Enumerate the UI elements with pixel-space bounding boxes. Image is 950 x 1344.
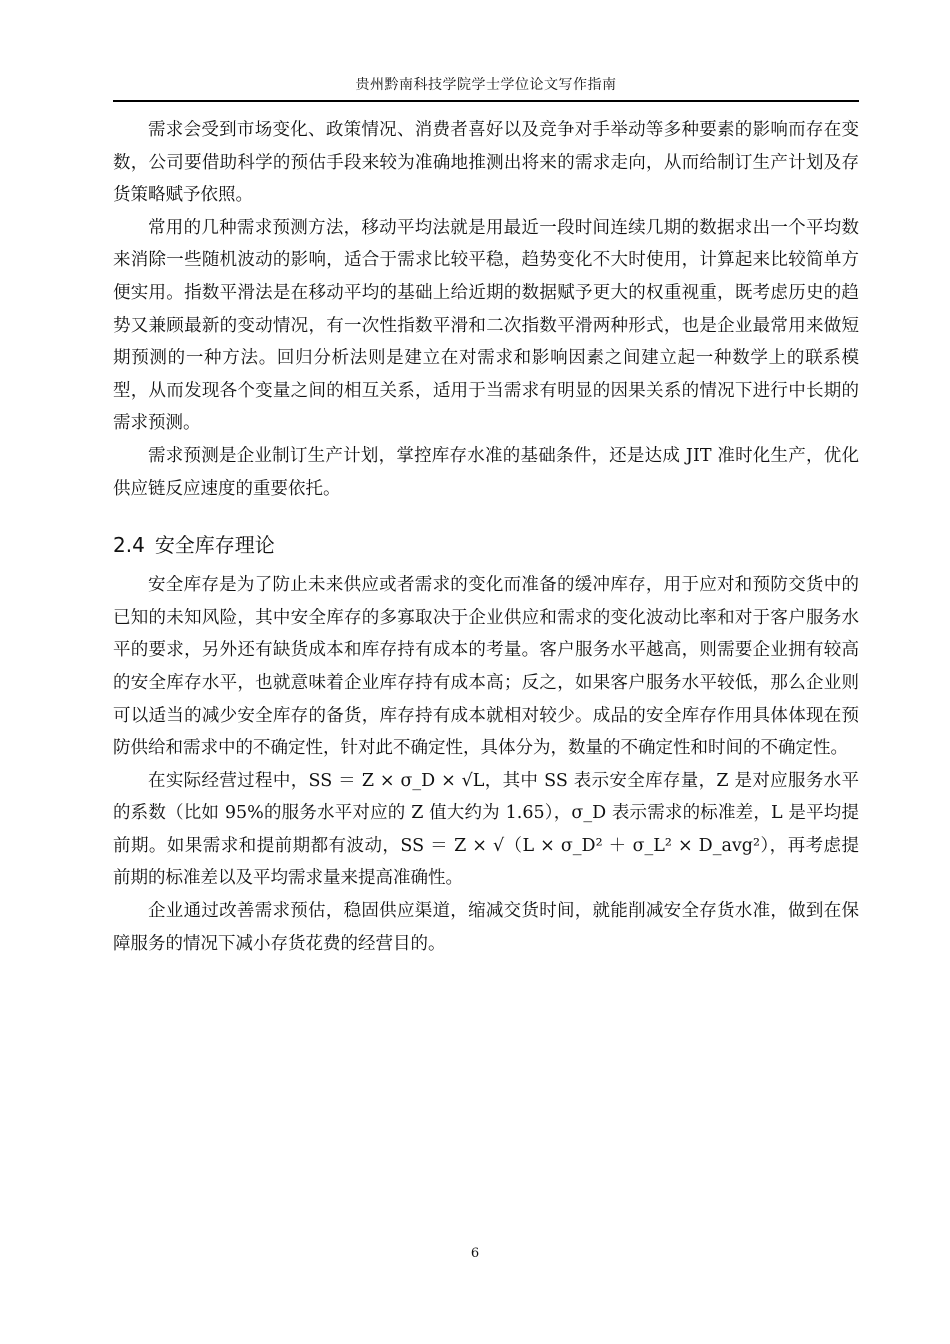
paragraph-forecast-methods: 常用的几种需求预测方法，移动平均法就是用最近一段时间连续几期的数据求出一个平均数来消除一些随机波动的影响，适合于需求比较平稳，趋势变化不大时使用，计算起来比较简单方便实用。指数平滑法是在移动平均的基础上给近期的数据赋予更大的权重视重，既考虑历史的趋势又兼顾最新的变动情况，有一次性指数平滑和二次指数平滑两种形式，也是企业最常用来做短期预测的一种方法。回归分析法则是建立在对需求和影响因素之间建立起一种数学上的联系模型，从而发现各个变量之间的相互关系，适用于当需求有明显的因果关系的情况下进行中长期的需求预测。 [113,217,859,434]
paragraph-safety-stock-conclusion: 企业通过改善需求预估，稳固供应渠道，缩减交货时间，就能削减安全存货水准，做到在保障服务的情况下减小存货花费的经营目的。 [113,901,859,954]
section-title: 安全库存理论 [154,533,275,558]
paragraph-safety-stock-definition: 安全库存是为了防止未来供应或者需求的变化而准备的缓冲库存，用于应对和预防交货中的已知的未知风险，其中安全库存的多寡取决于企业供应和需求的变化波动比率和对于客户服务水平的要求，另外还有缺货成本和库存持有成本的考量。客户服务水平越高，则需要企业拥有较高的安全库存水平，也就意味着企业库存持有成本高；反之，如果客户服务水平较低，那么企业则可以适当的减少安全库存的备货，库存持有成本就相对较少。成品的安全库存作用具体体现在预防供给和需求中的不确定性，针对此不确定性，具体分为，数量的不确定性和时间的不确定性。 [113,575,859,759]
paragraph-forecast-importance: 需求预测是企业制订生产计划，掌控库存水准的基础条件，还是达成 JIT 准时化生产，优化供应链反应速度的重要依托。 [113,445,859,499]
page-number: 6 [470,1246,480,1261]
body-text [113,114,859,960]
paragraph-demand-variability: 需求会受到市场变化、政策情况、消费者喜好以及竞争对手举动等多种要素的影响而存在变数，公司要借助科学的预估手段来较为准确地推测出将来的需求走向，从而给制订生产计划及存货策略赋予依照。 [113,120,859,206]
section-heading [113,529,859,561]
paragraph-safety-stock-formula: 在实际经营过程中，SS ＝ Z × σ_D × √L，其中 SS 表示安全库存量，Z 是对应服务水平的系数（比如 95%的服务水平对应的 Z 值大约为 1.65），σ_D 表示需求的标准差，L 是平均提前期。如果需求和提前期都有波动，SS ＝ Z × √（L × σ_D² ＋ σ_L² × D_avg²），再考虑提前期的标准差以及平均需求量来提高准确性。 [113,770,859,889]
header-rule [113,100,859,102]
running-header: 贵州黔南科技学院学士学位论文写作指南 [355,77,617,93]
section-number: 2.4 [113,533,145,558]
